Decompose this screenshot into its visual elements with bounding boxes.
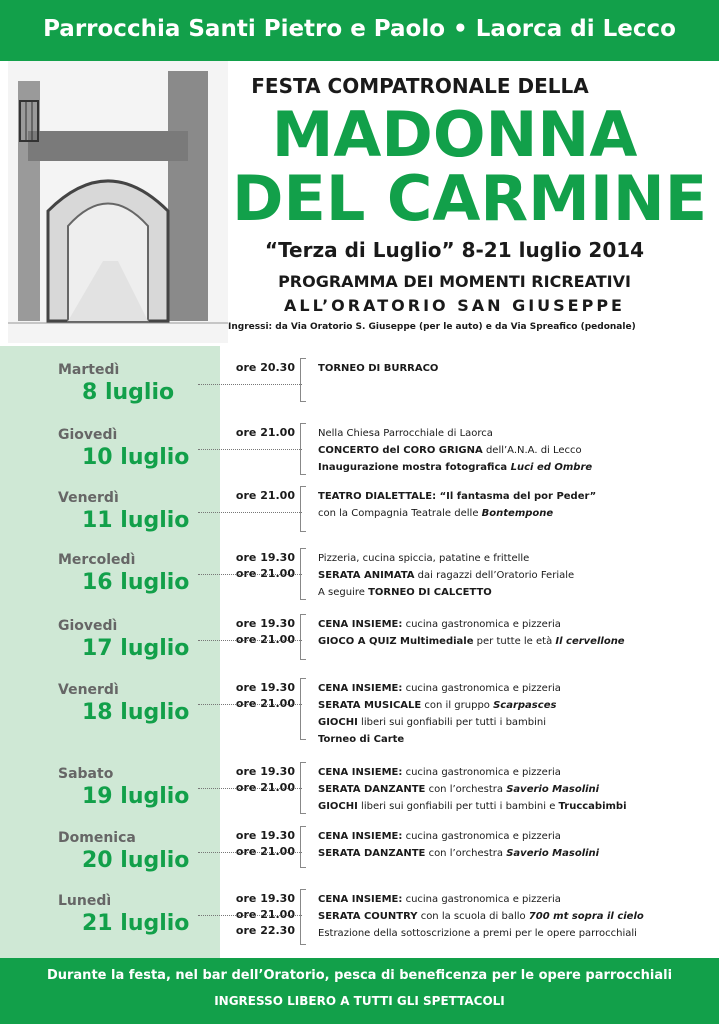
event-time: ore 21.00 [235, 781, 295, 794]
day-name: Domenica [58, 830, 136, 846]
event-description [318, 764, 713, 815]
event-text: CENA INSIEME: [318, 894, 403, 905]
event-times [225, 616, 295, 648]
event-time: ore 19.30 [235, 765, 295, 778]
schedule-row [0, 421, 719, 477]
event-time: ore 21.00 [235, 567, 295, 580]
schedule-row [0, 676, 719, 745]
dotted-connector [198, 384, 302, 385]
event-line [318, 505, 713, 522]
event-text: CENA INSIEME: [318, 767, 403, 778]
event-time: ore 21.00 [235, 633, 295, 646]
bracket-divider [300, 486, 306, 532]
event-line [318, 616, 713, 633]
event-time: ore 19.30 [235, 681, 295, 694]
event-text: 700 mt sopra il cielo [528, 911, 644, 922]
event-text: SERATA MUSICALE [318, 700, 422, 711]
schedule-row [0, 484, 719, 534]
schedule-row [0, 887, 719, 947]
day-date: 17 luglio [82, 636, 190, 661]
event-text: con la scuola di ballo [417, 911, 529, 922]
event-times [225, 360, 295, 376]
event-line [318, 584, 713, 601]
day-name: Sabato [58, 766, 114, 782]
event-description [318, 680, 713, 748]
event-text: SERATA COUNTRY [318, 911, 418, 922]
event-text: Saverio Masolini [506, 784, 600, 795]
event-time: ore 19.30 [235, 551, 295, 564]
event-line [318, 828, 713, 845]
day-name: Giovedì [58, 427, 118, 443]
day-date: 10 luglio [82, 445, 190, 470]
event-line [318, 781, 713, 798]
event-text: CONCERTO del CORO GRIGNA [318, 445, 483, 456]
day-date: 8 luglio [82, 380, 175, 405]
event-line [318, 425, 713, 442]
event-text: SERATA DANZANTE [318, 848, 426, 859]
header-banner [0, 0, 719, 61]
event-text: GIOCHI [318, 801, 358, 812]
bracket-divider [300, 614, 306, 660]
festival-subtitle: FESTA COMPATRONALE DELLA [251, 74, 589, 98]
event-text: TORNEO DI BURRACO [318, 363, 439, 374]
event-line [318, 360, 713, 377]
event-time: ore 21.00 [235, 426, 295, 439]
schedule-row [0, 612, 719, 662]
event-time: ore 21.00 [235, 489, 295, 502]
event-text: dai ragazzi dell’Oratorio Feriale [414, 570, 575, 581]
event-text: cucina gastronomica e pizzeria [402, 767, 561, 778]
event-description [318, 891, 713, 942]
schedule-row [0, 760, 719, 816]
parish-title: Parrocchia Santi Pietro e Paolo • Laorca di Lecco [43, 16, 676, 42]
event-text: cucina gastronomica e pizzeria [402, 894, 561, 905]
day-name: Venerdì [58, 490, 119, 506]
event-times [225, 764, 295, 796]
event-times [225, 488, 295, 504]
event-time: ore 22.30 [235, 924, 295, 937]
event-text: CENA INSIEME: [318, 683, 403, 694]
event-line [318, 908, 713, 925]
event-description [318, 425, 713, 476]
footer-charity-note: Durante la festa, nel bar dell’Oratorio, pesca di beneficenza per le opere parrocchiali [46, 968, 673, 983]
event-text: Truccabimbi [558, 801, 627, 812]
program-heading: PROGRAMMA DEI MOMENTI RICREATIVI [278, 272, 631, 291]
day-date: 18 luglio [82, 700, 190, 725]
event-time: ore 19.30 [235, 892, 295, 905]
dotted-connector [198, 449, 302, 450]
footer-banner [0, 958, 719, 1024]
event-times [225, 425, 295, 441]
entrances-note: Ingressi: da Via Oratorio S. Giuseppe (per le auto) e da Via Spreafico (pedonale) [228, 322, 636, 332]
bracket-divider [300, 423, 306, 475]
bracket-divider [300, 889, 306, 945]
event-text: con l’orchestra [425, 848, 507, 859]
bracket-divider [300, 826, 306, 868]
day-name: Venerdì [58, 682, 119, 698]
event-text: Pizzeria, cucina spiccia, patatine e frittelle [318, 553, 530, 564]
event-time: ore 21.00 [235, 697, 295, 710]
event-description [318, 828, 713, 862]
event-text: Estrazione della sottoscrizione a premi per le opere parrocchiali [318, 928, 637, 939]
event-text: Luci ed Ombre [510, 462, 593, 473]
day-name: Mercoledì [58, 552, 136, 568]
day-name: Giovedì [58, 618, 118, 634]
event-line [318, 731, 713, 748]
event-line [318, 633, 713, 650]
event-text: CENA INSIEME: [318, 831, 403, 842]
day-name: Martedì [58, 362, 120, 378]
day-date: 20 luglio [82, 848, 190, 873]
event-times [225, 828, 295, 860]
bracket-divider [300, 358, 306, 402]
day-date: 16 luglio [82, 570, 190, 595]
bracket-divider [300, 548, 306, 600]
event-times [225, 891, 295, 939]
event-text: con il gruppo [421, 700, 494, 711]
event-line [318, 459, 713, 476]
event-text: liberi sui gonfiabili per tutti i bambini [357, 717, 547, 728]
event-line [318, 798, 713, 815]
event-text: A seguire [318, 587, 369, 598]
event-text: SERATA DANZANTE [318, 784, 426, 795]
event-description [318, 550, 713, 601]
event-line [318, 714, 713, 731]
schedule-row [0, 356, 719, 404]
event-text: con l’orchestra [425, 784, 507, 795]
event-text: SERATA ANIMATA [318, 570, 415, 581]
schedule-row [0, 546, 719, 602]
event-text: Saverio Masolini [506, 848, 600, 859]
event-text: GIOCHI [318, 717, 358, 728]
event-text: TEATRO DIALETTALE: “Il fantasma del por Peder” [318, 491, 597, 502]
event-text: TORNEO DI CALCETTO [368, 587, 492, 598]
event-text: cucina gastronomica e pizzeria [402, 831, 561, 842]
day-name: Lunedì [58, 893, 112, 909]
event-time: ore 21.00 [235, 908, 295, 921]
bracket-divider [300, 762, 306, 814]
event-time: ore 20.30 [235, 361, 295, 374]
event-text: cucina gastronomica e pizzeria [402, 619, 561, 630]
event-line [318, 567, 713, 584]
festival-title-line1: MADONNA [271, 98, 638, 171]
event-line [318, 488, 713, 505]
schedule-row [0, 824, 719, 873]
event-line [318, 550, 713, 567]
event-text: per tutte le età [473, 636, 556, 647]
day-date: 11 luglio [82, 508, 190, 533]
event-text: GIOCO A QUIZ Multimediale [318, 636, 474, 647]
event-text: Scarpasces [493, 700, 557, 711]
bracket-divider [300, 678, 306, 740]
event-description [318, 616, 713, 650]
dotted-connector [198, 512, 302, 513]
day-date: 19 luglio [82, 784, 190, 809]
event-times [225, 550, 295, 582]
event-text: con la Compagnia Teatrale delle [318, 508, 482, 519]
event-line [318, 891, 713, 908]
day-date: 21 luglio [82, 911, 190, 936]
event-line [318, 845, 713, 862]
event-text: Inaugurazione mostra fotografica [318, 462, 511, 473]
event-description [318, 488, 713, 522]
event-text: Il cervellone [555, 636, 625, 647]
event-line [318, 442, 713, 459]
event-line [318, 764, 713, 781]
festival-dates: “Terza di Luglio” 8-21 luglio 2014 [264, 238, 645, 262]
event-line [318, 697, 713, 714]
event-text: Torneo di Carte [318, 734, 405, 745]
festival-title-line2: DEL CARMINE [232, 162, 708, 235]
footer-free-entry: INGRESSO LIBERO A TUTTI GLI SPETTACOLI [214, 994, 505, 1008]
event-text: Bontempone [481, 508, 554, 519]
event-line [318, 680, 713, 697]
event-line [318, 925, 713, 942]
venue-heading: ALL’ORATORIO SAN GIUSEPPE [284, 296, 625, 315]
event-times [225, 680, 295, 712]
event-description [318, 360, 713, 377]
event-text: Nella Chiesa Parrocchiale di Laorca [318, 428, 493, 439]
event-text: cucina gastronomica e pizzeria [402, 683, 561, 694]
event-time: ore 21.00 [235, 845, 295, 858]
event-time: ore 19.30 [235, 829, 295, 842]
event-text: CENA INSIEME: [318, 619, 403, 630]
archway-sketch-icon [8, 61, 228, 343]
event-time: ore 19.30 [235, 617, 295, 630]
event-text: liberi sui gonfiabili per tutti i bambini e [357, 801, 559, 812]
event-text: dell’A.N.A. di Lecco [482, 445, 582, 456]
